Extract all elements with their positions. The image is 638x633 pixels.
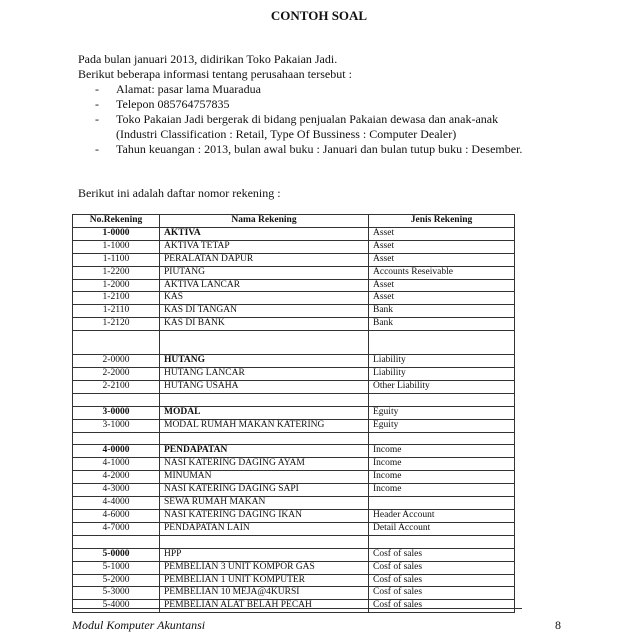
page-title: CONTOH SOAL (270, 8, 368, 23)
empty-cell (369, 432, 515, 445)
account-name-cell: KAS DI BANK (160, 318, 369, 331)
account-type-cell: Asset (369, 292, 515, 305)
account-table (72, 214, 515, 613)
empty-cell (369, 393, 515, 406)
account-number-cell: 4-6000 (73, 510, 160, 523)
account-number-cell: 1-1100 (73, 253, 160, 266)
account-name-cell: PEMBELIAN 10 MEJA@4KURSI (160, 587, 369, 600)
footer-divider (72, 608, 522, 609)
account-type-cell: Liability (369, 368, 515, 381)
bullet-continuation: (Industri Classification : Retail, Type Of Bussiness : Computer Dealer) (116, 127, 457, 141)
account-name-cell: MODAL RUMAH MAKAN KATERING (160, 419, 369, 432)
bullet-text: Alamat: pasar lama Muaradua (116, 82, 261, 96)
table-row (73, 406, 515, 419)
account-number-cell: 1-2000 (73, 279, 160, 292)
table-row (73, 497, 515, 510)
account-number-cell: 1-0000 (73, 227, 160, 240)
account-type-cell: Cosf of sales (369, 574, 515, 587)
account-name-cell: HUTANG USAHA (160, 380, 369, 393)
account-type-cell: Other Liability (369, 380, 515, 393)
table-spacer-row (73, 432, 515, 445)
account-number-cell: 4-1000 (73, 458, 160, 471)
account-type-cell: Cosf of sales (369, 587, 515, 600)
account-name-cell: HUTANG (160, 355, 369, 368)
intro-line-2: Berikut beberapa informasi tentang perusahaan tersebut : (78, 67, 352, 81)
page-number: 8 (555, 618, 561, 632)
account-type-cell: Detail Account (369, 522, 515, 535)
account-type-cell: Eguity (369, 406, 515, 419)
account-type-cell: Eguity (369, 419, 515, 432)
table-row (73, 240, 515, 253)
bullet-dash: - (95, 142, 99, 156)
account-list-lead: Berikut ini adalah daftar nomor rekening : (78, 186, 281, 200)
account-number-cell: 1-2120 (73, 318, 160, 331)
account-number-cell: 5-4000 (73, 600, 160, 613)
account-name-cell: AKTIVA TETAP (160, 240, 369, 253)
account-name-cell: PEMBELIAN 3 UNIT KOMPOR GAS (160, 561, 369, 574)
table-row (73, 266, 515, 279)
account-number-cell: 5-2000 (73, 574, 160, 587)
account-name-cell: NASI KATERING DAGING IKAN (160, 510, 369, 523)
bullet-dash: - (95, 97, 99, 111)
account-type-cell (369, 497, 515, 510)
account-number-cell: 5-0000 (73, 548, 160, 561)
table-row (73, 419, 515, 432)
account-type-cell: Header Account (369, 510, 515, 523)
intro-line-1: Pada bulan januari 2013, didirikan Toko Pakaian Jadi. (78, 52, 338, 66)
account-name-cell: PEMBELIAN ALAT BELAH PECAH (160, 600, 369, 613)
table-row (73, 445, 515, 458)
account-type-cell: Bank (369, 305, 515, 318)
empty-cell (160, 393, 369, 406)
account-name-cell: KAS (160, 292, 369, 305)
table-row (73, 292, 515, 305)
header-account-number: No.Rekening (73, 215, 160, 228)
account-name-cell: MINUMAN (160, 471, 369, 484)
account-name-cell: NASI KATERING DAGING SAPI (160, 484, 369, 497)
empty-cell (160, 331, 369, 355)
footer-title: Modul Komputer Akuntansi (72, 618, 206, 632)
table-row (73, 484, 515, 497)
header-account-name: Nama Rekening (160, 215, 369, 228)
empty-cell (369, 535, 515, 548)
account-name-cell: SEWA RUMAH MAKAN (160, 497, 369, 510)
account-number-cell: 3-0000 (73, 406, 160, 419)
account-type-cell: Asset (369, 279, 515, 292)
account-number-cell: 4-7000 (73, 522, 160, 535)
bullet-text: Telepon 085764757835 (116, 97, 230, 111)
empty-cell (369, 331, 515, 355)
account-type-cell: Asset (369, 227, 515, 240)
account-name-cell: KAS DI TANGAN (160, 305, 369, 318)
account-number-cell: 3-1000 (73, 419, 160, 432)
account-name-cell: PENDAPATAN (160, 445, 369, 458)
table-row (73, 355, 515, 368)
account-type-cell: Asset (369, 240, 515, 253)
account-name-cell: AKTIVA LANCAR (160, 279, 369, 292)
table-row (73, 471, 515, 484)
account-type-cell: Bank (369, 318, 515, 331)
account-name-cell: AKTIVA (160, 227, 369, 240)
info-bullet-item (78, 142, 522, 157)
account-number-cell: 1-2200 (73, 266, 160, 279)
table-row (73, 253, 515, 266)
account-type-cell: Cosf of sales (369, 600, 515, 613)
table-row (73, 458, 515, 471)
account-number-cell: 1-2110 (73, 305, 160, 318)
account-number-cell: 4-0000 (73, 445, 160, 458)
account-type-cell: Cosf of sales (369, 561, 515, 574)
account-type-cell: Income (369, 484, 515, 497)
table-row (73, 368, 515, 381)
table-row (73, 305, 515, 318)
bullet-dash: - (95, 82, 99, 96)
table-row (73, 227, 515, 240)
table-spacer-row (73, 535, 515, 548)
empty-cell (160, 432, 369, 445)
table-row (73, 587, 515, 600)
empty-cell (73, 535, 160, 548)
account-name-cell: HPP (160, 548, 369, 561)
account-name-cell: PIUTANG (160, 266, 369, 279)
bullet-dash: - (95, 112, 99, 126)
account-type-cell: Income (369, 458, 515, 471)
account-number-cell: 5-3000 (73, 587, 160, 600)
empty-cell (160, 535, 369, 548)
account-name-cell: PEMBELIAN 1 UNIT KOMPUTER (160, 574, 369, 587)
account-number-cell: 4-2000 (73, 471, 160, 484)
account-number-cell: 2-2000 (73, 368, 160, 381)
account-number-cell: 2-2100 (73, 380, 160, 393)
table-row (73, 318, 515, 331)
bullet-text: Tahun keuangan : 2013, bulan awal buku : Januari dan bulan tutup buku : Desember. (116, 142, 523, 156)
empty-cell (73, 432, 160, 445)
empty-cell (73, 331, 160, 355)
account-number-cell: 5-1000 (73, 561, 160, 574)
account-type-cell: Asset (369, 253, 515, 266)
account-number-cell: 4-4000 (73, 497, 160, 510)
table-spacer-row (73, 393, 515, 406)
table-row (73, 279, 515, 292)
account-name-cell: PERALATAN DAPUR (160, 253, 369, 266)
account-number-cell: 4-3000 (73, 484, 160, 497)
account-number-cell: 2-0000 (73, 355, 160, 368)
table-row (73, 510, 515, 523)
account-name-cell: PENDAPATAN LAIN (160, 522, 369, 535)
account-name-cell: MODAL (160, 406, 369, 419)
account-name-cell: HUTANG LANCAR (160, 368, 369, 381)
table-spacer-row (73, 331, 515, 355)
account-type-cell: Accounts Reseivable (369, 266, 515, 279)
table-row (73, 380, 515, 393)
table-row (73, 600, 515, 613)
info-bullet-item (78, 97, 522, 112)
account-number-cell: 1-1000 (73, 240, 160, 253)
intro-section (78, 52, 522, 157)
info-bullet-item (78, 112, 522, 142)
info-bullet-item (78, 82, 522, 97)
account-type-cell: Liability (369, 355, 515, 368)
account-name-cell: NASI KATERING DAGING AYAM (160, 458, 369, 471)
account-type-cell: Income (369, 445, 515, 458)
table-header-row (73, 215, 515, 228)
table-row (73, 574, 515, 587)
table-row (73, 561, 515, 574)
account-type-cell: Income (369, 471, 515, 484)
header-account-type: Jenis Rekening (369, 215, 515, 228)
empty-cell (73, 393, 160, 406)
account-type-cell: Cosf of sales (369, 548, 515, 561)
account-number-cell: 1-2100 (73, 292, 160, 305)
info-bullet-list (78, 82, 522, 157)
bullet-text: Toko Pakaian Jadi bergerak di bidang penjualan Pakaian dewasa dan anak-anak (116, 112, 499, 126)
table-row (73, 548, 515, 561)
table-row (73, 522, 515, 535)
